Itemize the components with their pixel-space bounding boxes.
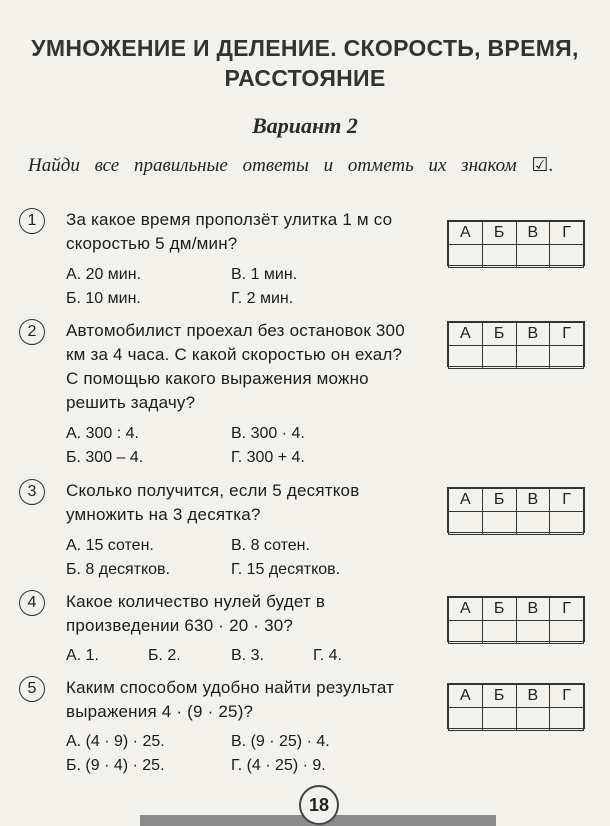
- answer-letter-g: Г: [550, 685, 584, 708]
- answer-letter-b: Б: [482, 222, 516, 245]
- answer-letter-v: В: [516, 685, 550, 708]
- variant-heading: Вариант 2: [252, 113, 358, 138]
- answer-cell-a[interactable]: [449, 346, 483, 369]
- question-number: 5: [19, 676, 45, 702]
- instruction-text: [28, 152, 593, 179]
- answer-cell-v[interactable]: [516, 708, 550, 731]
- answer-letter-a: А: [449, 222, 483, 245]
- option-g: Г. 300 + 4.: [231, 449, 305, 466]
- answer-letter-v: В: [516, 489, 550, 512]
- answer-letter-g: Г: [550, 598, 584, 621]
- answer-letter-v: В: [516, 598, 550, 621]
- answer-cell-a[interactable]: [449, 708, 483, 731]
- answer-cell-b[interactable]: [482, 346, 516, 369]
- answer-letter-g: Г: [550, 222, 584, 245]
- instruction-label: Найди все правильные ответы и отметь их знаком: [28, 155, 517, 176]
- question-text: Автомобилист проехал без остановок 300 км за 4 часа. С какой скоростью он ехал? С помощью какого выражения можно решить задачу?: [66, 321, 405, 412]
- answer-cell-b[interactable]: [482, 708, 516, 731]
- answer-cell-v[interactable]: [516, 245, 550, 268]
- answer-letter-a: А: [449, 598, 483, 621]
- page-number: 18: [299, 785, 339, 825]
- answer-letter-b: Б: [482, 323, 516, 346]
- option-a: А. 15 сотен.: [66, 537, 154, 554]
- answer-cell-a[interactable]: [449, 621, 483, 644]
- answer-letter-a: А: [449, 685, 483, 708]
- option-a: А. (4 · 9) · 25.: [66, 733, 165, 750]
- answer-cell-g[interactable]: [550, 245, 584, 268]
- answer-cell-a[interactable]: [449, 245, 483, 268]
- answer-cell-g[interactable]: [550, 346, 584, 369]
- option-v: В. (9 · 25) · 4.: [231, 733, 330, 750]
- title-line-1: УМНОЖЕНИЕ И ДЕЛЕНИЕ. СКОРОСТЬ, ВРЕМЯ,: [31, 35, 579, 61]
- option-v: В. 1 мин.: [231, 266, 298, 283]
- option-b: Б. 8 десятков.: [66, 561, 170, 578]
- option-g: Г. 2 мин.: [231, 290, 294, 307]
- answer-letter-g: Г: [550, 323, 584, 346]
- option-a: А. 20 мин.: [66, 266, 142, 283]
- question-text: Сколько получится, если 5 десятков умножить на 3 десятка?: [66, 481, 360, 524]
- answer-letter-g: Г: [550, 489, 584, 512]
- page-title: [0, 33, 610, 93]
- answer-grid: [447, 596, 585, 642]
- answer-cell-a[interactable]: [449, 512, 483, 535]
- question-number: 4: [19, 590, 45, 616]
- option-v: В. 8 сотен.: [231, 537, 310, 554]
- option-a: А. 1.: [66, 647, 99, 664]
- answer-letter-b: Б: [482, 685, 516, 708]
- answer-letter-v: В: [516, 323, 550, 346]
- answer-cell-v[interactable]: [516, 621, 550, 644]
- answer-cell-g[interactable]: [550, 621, 584, 644]
- option-a: А. 300 : 4.: [66, 425, 139, 442]
- answer-cell-g[interactable]: [550, 708, 584, 731]
- option-g: Г. (4 · 25) · 9.: [231, 757, 326, 774]
- question-text: Каким способом удобно найти результат выражения 4 · (9 · 25)?: [66, 678, 395, 721]
- option-g: Г. 15 десятков.: [231, 561, 341, 578]
- option-b: Б. 10 мин.: [66, 290, 141, 307]
- answer-letter-v: В: [516, 222, 550, 245]
- answer-grid: [447, 683, 585, 729]
- answer-cell-b[interactable]: [482, 512, 516, 535]
- answer-letter-b: Б: [482, 489, 516, 512]
- question-number: 3: [19, 479, 45, 505]
- option-b: Б. 2.: [148, 647, 181, 664]
- answer-grid: [447, 220, 585, 266]
- option-g: Г. 4.: [313, 647, 342, 664]
- question-text: За какое время проползёт улитка 1 м со скоростью 5 дм/мин?: [66, 210, 393, 253]
- option-v: В. 3.: [231, 647, 264, 664]
- option-b: Б. 300 – 4.: [66, 449, 144, 466]
- answer-letter-a: А: [449, 489, 483, 512]
- answer-cell-b[interactable]: [482, 621, 516, 644]
- answer-grid: [447, 487, 585, 533]
- question-text: Какое количество нулей будет в произведении 630 · 20 · 30?: [66, 592, 326, 635]
- answer-grid: [447, 321, 585, 367]
- question-number: 2: [19, 319, 45, 345]
- option-b: Б. (9 · 4) · 25.: [66, 757, 165, 774]
- option-v: В. 300 · 4.: [231, 425, 305, 442]
- checkbox-icon: ☑.: [531, 155, 554, 176]
- answer-cell-b[interactable]: [482, 245, 516, 268]
- answer-letter-a: А: [449, 323, 483, 346]
- answer-letter-b: Б: [482, 598, 516, 621]
- title-line-2: РАССТОЯНИЕ: [224, 65, 386, 91]
- answer-cell-v[interactable]: [516, 512, 550, 535]
- answer-cell-v[interactable]: [516, 346, 550, 369]
- question-number: 1: [19, 208, 45, 234]
- answer-cell-g[interactable]: [550, 512, 584, 535]
